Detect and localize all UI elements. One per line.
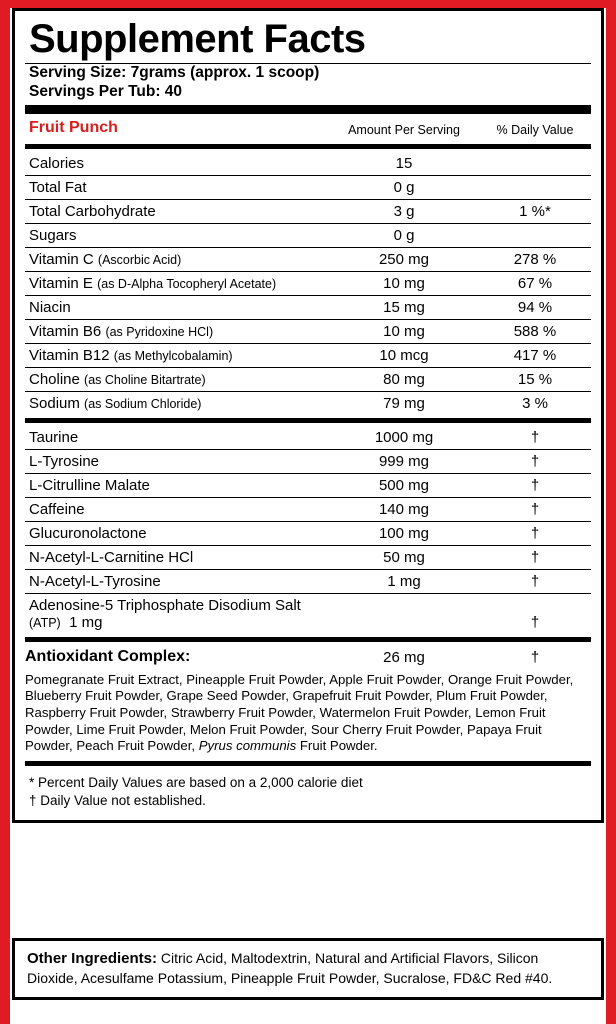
table-row — [25, 319, 591, 343]
antioxidant-list-part-1: Pomegranate Fruit Extract, Pineapple Fruit Powder, Apple Fruit Powder, Orange Fruit Powder, Blueberry Fruit Powder, Grape Seed Powder, Grapefruit Fruit Powder, Plum Fruit Powder, Raspberry Fruit Powder, Strawberry Fruit Powder, Watermelon Fruit Powder, Lemon Fruit Powder, Lime Fruit Powder, Melon Fruit Powder, Sour Cherry Fruit Powder, Papaya Fruit Powder, Peach Fruit Powder, — [25, 671, 574, 754]
nutrient-dv — [479, 152, 591, 176]
nutrient-detail: (as Choline Bitartrate) — [84, 372, 206, 387]
other-ingredients-title: Other Ingredients: — [27, 950, 158, 967]
nutrient-dv: 417 % — [479, 343, 591, 367]
nutrient-dv: 3 % — [479, 391, 591, 415]
table-row — [25, 473, 591, 497]
nutrient-detail: (as Pyridoxine HCl) — [105, 324, 214, 339]
ingredient-detail: (ATP) — [29, 615, 61, 630]
table-row — [25, 569, 591, 593]
table-row — [25, 199, 591, 223]
nutrient-name: Vitamin E — [29, 274, 93, 292]
ingredient-amount: 999 mg — [329, 449, 479, 473]
red-border-top — [0, 0, 616, 8]
red-border-right — [606, 0, 616, 1024]
antioxidant-amount: 26 mg — [383, 648, 425, 666]
table-row — [25, 521, 591, 545]
nutrient-amount: 3 g — [329, 199, 479, 223]
ingredient-dv: † — [479, 473, 591, 497]
other-ingredients-block — [25, 949, 591, 987]
nutrient-amount: 0 g — [329, 175, 479, 199]
nutrient-amount: 10 mg — [329, 319, 479, 343]
table-row — [25, 497, 591, 521]
ingredient-name: Caffeine — [29, 500, 85, 518]
ingredient-amount: 140 mg — [329, 497, 479, 521]
antioxidant-ingredient-list — [25, 669, 591, 758]
daily-value-header: % Daily Value — [496, 122, 574, 137]
nutrition-table — [25, 118, 591, 141]
table-row — [25, 271, 591, 295]
ingredient-amount: 500 mg — [329, 473, 479, 497]
table-row — [25, 449, 591, 473]
nutrition-rows-group-1 — [25, 152, 591, 415]
footnote-daily-values: * Percent Daily Values are based on a 2,000 calorie diet — [29, 774, 363, 790]
red-border-left — [0, 0, 10, 1024]
antioxidant-header-row — [25, 645, 591, 669]
ingredient-name: N-Acetyl-L-Tyrosine — [29, 572, 161, 590]
nutrient-dv — [479, 175, 591, 199]
nutrient-detail: (as Methylcobalamin) — [113, 348, 233, 363]
divider-under-column-headers — [25, 144, 591, 149]
table-row — [25, 367, 591, 391]
ingredient-amount-spacer — [329, 593, 479, 634]
panel-title: Supplement Facts — [29, 17, 366, 61]
nutrient-dv: 15 % — [479, 367, 591, 391]
nutrient-name: Vitamin B12 — [29, 346, 110, 364]
ingredient-name: Glucuronolactone — [29, 524, 147, 542]
antioxidant-dv: † — [530, 648, 540, 666]
ingredient-amount: 100 mg — [329, 521, 479, 545]
ingredient-dv: † — [479, 497, 591, 521]
nutrient-amount: 250 mg — [329, 247, 479, 271]
ingredient-dv: † — [479, 569, 591, 593]
nutrient-name: Sodium — [29, 394, 80, 412]
nutrient-detail: (Ascorbic Acid) — [97, 252, 182, 267]
ingredient-dv: † — [479, 521, 591, 545]
nutrient-name: Vitamin B6 — [29, 322, 102, 340]
divider-before-footnotes — [25, 761, 591, 766]
table-row — [25, 545, 591, 569]
ingredient-name: Adenosine-5 Triphosphate Disodium Salt — [29, 596, 301, 614]
table-header-row — [25, 118, 591, 141]
nutrient-dv: 94 % — [479, 295, 591, 319]
antioxidant-complex-table — [25, 645, 591, 758]
supplement-facts-panel — [12, 8, 604, 823]
footnotes — [25, 769, 591, 812]
flavor-name: Fruit Punch — [29, 118, 118, 136]
nutrient-detail: (as D-Alpha Tocopheryl Acetate) — [97, 276, 277, 291]
nutrient-name: Sugars — [29, 226, 77, 244]
antioxidant-latin-name: Pyrus communis — [198, 738, 297, 754]
other-ingredients-text: Citric Acid, Maltodextrin, Natural and Artificial Flavors, Silicon Dioxide, Acesulfame Potassium, Pineapple Fruit Powder, Sucralose, FD&C Red #40. — [27, 950, 553, 986]
table-row — [25, 426, 591, 450]
nutrient-detail: (as Sodium Chloride) — [84, 396, 202, 411]
ingredient-name: N-Acetyl-L-Carnitine HCl — [29, 548, 194, 566]
servings-per-tub: Servings Per Tub: 40 — [29, 82, 183, 100]
nutrient-name: Choline — [29, 370, 80, 388]
antioxidant-body-row — [25, 669, 591, 758]
nutrient-amount: 10 mcg — [329, 343, 479, 367]
divider-before-antioxidant — [25, 637, 591, 642]
nutrient-amount: 79 mg — [329, 391, 479, 415]
ingredient-amount: 1000 mg — [374, 428, 434, 446]
nutrient-amount: 80 mg — [329, 367, 479, 391]
ingredient-name: L-Tyrosine — [29, 452, 100, 470]
ingredient-dv: † — [479, 449, 591, 473]
nutrient-name: Total Fat — [29, 178, 87, 196]
amount-per-serving-header: Amount Per Serving — [348, 122, 460, 137]
ingredient-name: Taurine — [29, 428, 79, 446]
antioxidant-list-part-2: Fruit Powder. — [296, 738, 378, 754]
ingredient-dv: † — [479, 593, 591, 634]
antioxidant-title: Antioxidant Complex: — [25, 647, 191, 665]
nutrient-amount: 10 mg — [329, 271, 479, 295]
ingredient-dv: † — [530, 428, 540, 446]
ingredient-amount: 1 mg — [329, 569, 479, 593]
nutrient-name: Vitamin C — [29, 250, 94, 268]
nutrient-amount: 15 mg — [329, 295, 479, 319]
nutrition-rows-group-2 — [25, 426, 591, 634]
table-row — [25, 391, 591, 415]
footnote-dagger: † Daily Value not established. — [29, 793, 206, 809]
serving-size: Serving Size: 7grams (approx. 1 scoop) — [29, 64, 320, 81]
nutrient-dv — [479, 223, 591, 247]
ingredient-amount-inline: 1 mg — [69, 613, 103, 631]
nutrient-name: Total Carbohydrate — [29, 202, 156, 220]
table-row — [25, 343, 591, 367]
ingredient-amount: 50 mg — [329, 545, 479, 569]
nutrient-dv: 588 % — [479, 319, 591, 343]
divider-between-groups — [25, 418, 591, 423]
table-row — [25, 295, 591, 319]
nutrient-dv: 67 % — [479, 271, 591, 295]
ingredient-dv: † — [479, 545, 591, 569]
table-row — [25, 223, 591, 247]
table-row — [25, 175, 591, 199]
divider-thick-header — [25, 105, 591, 114]
table-row — [25, 593, 591, 634]
table-row — [25, 152, 591, 176]
table-row — [25, 247, 591, 271]
nutrient-name: Calories — [29, 154, 85, 172]
nutrient-amount: 15 — [395, 154, 413, 172]
other-ingredients-panel — [12, 938, 604, 1000]
nutrient-dv: 1 %* — [479, 199, 591, 223]
nutrient-name: Niacin — [29, 298, 71, 316]
nutrient-dv: 278 % — [479, 247, 591, 271]
ingredient-name: L-Citrulline Malate — [29, 476, 150, 494]
nutrient-amount: 0 g — [329, 223, 479, 247]
